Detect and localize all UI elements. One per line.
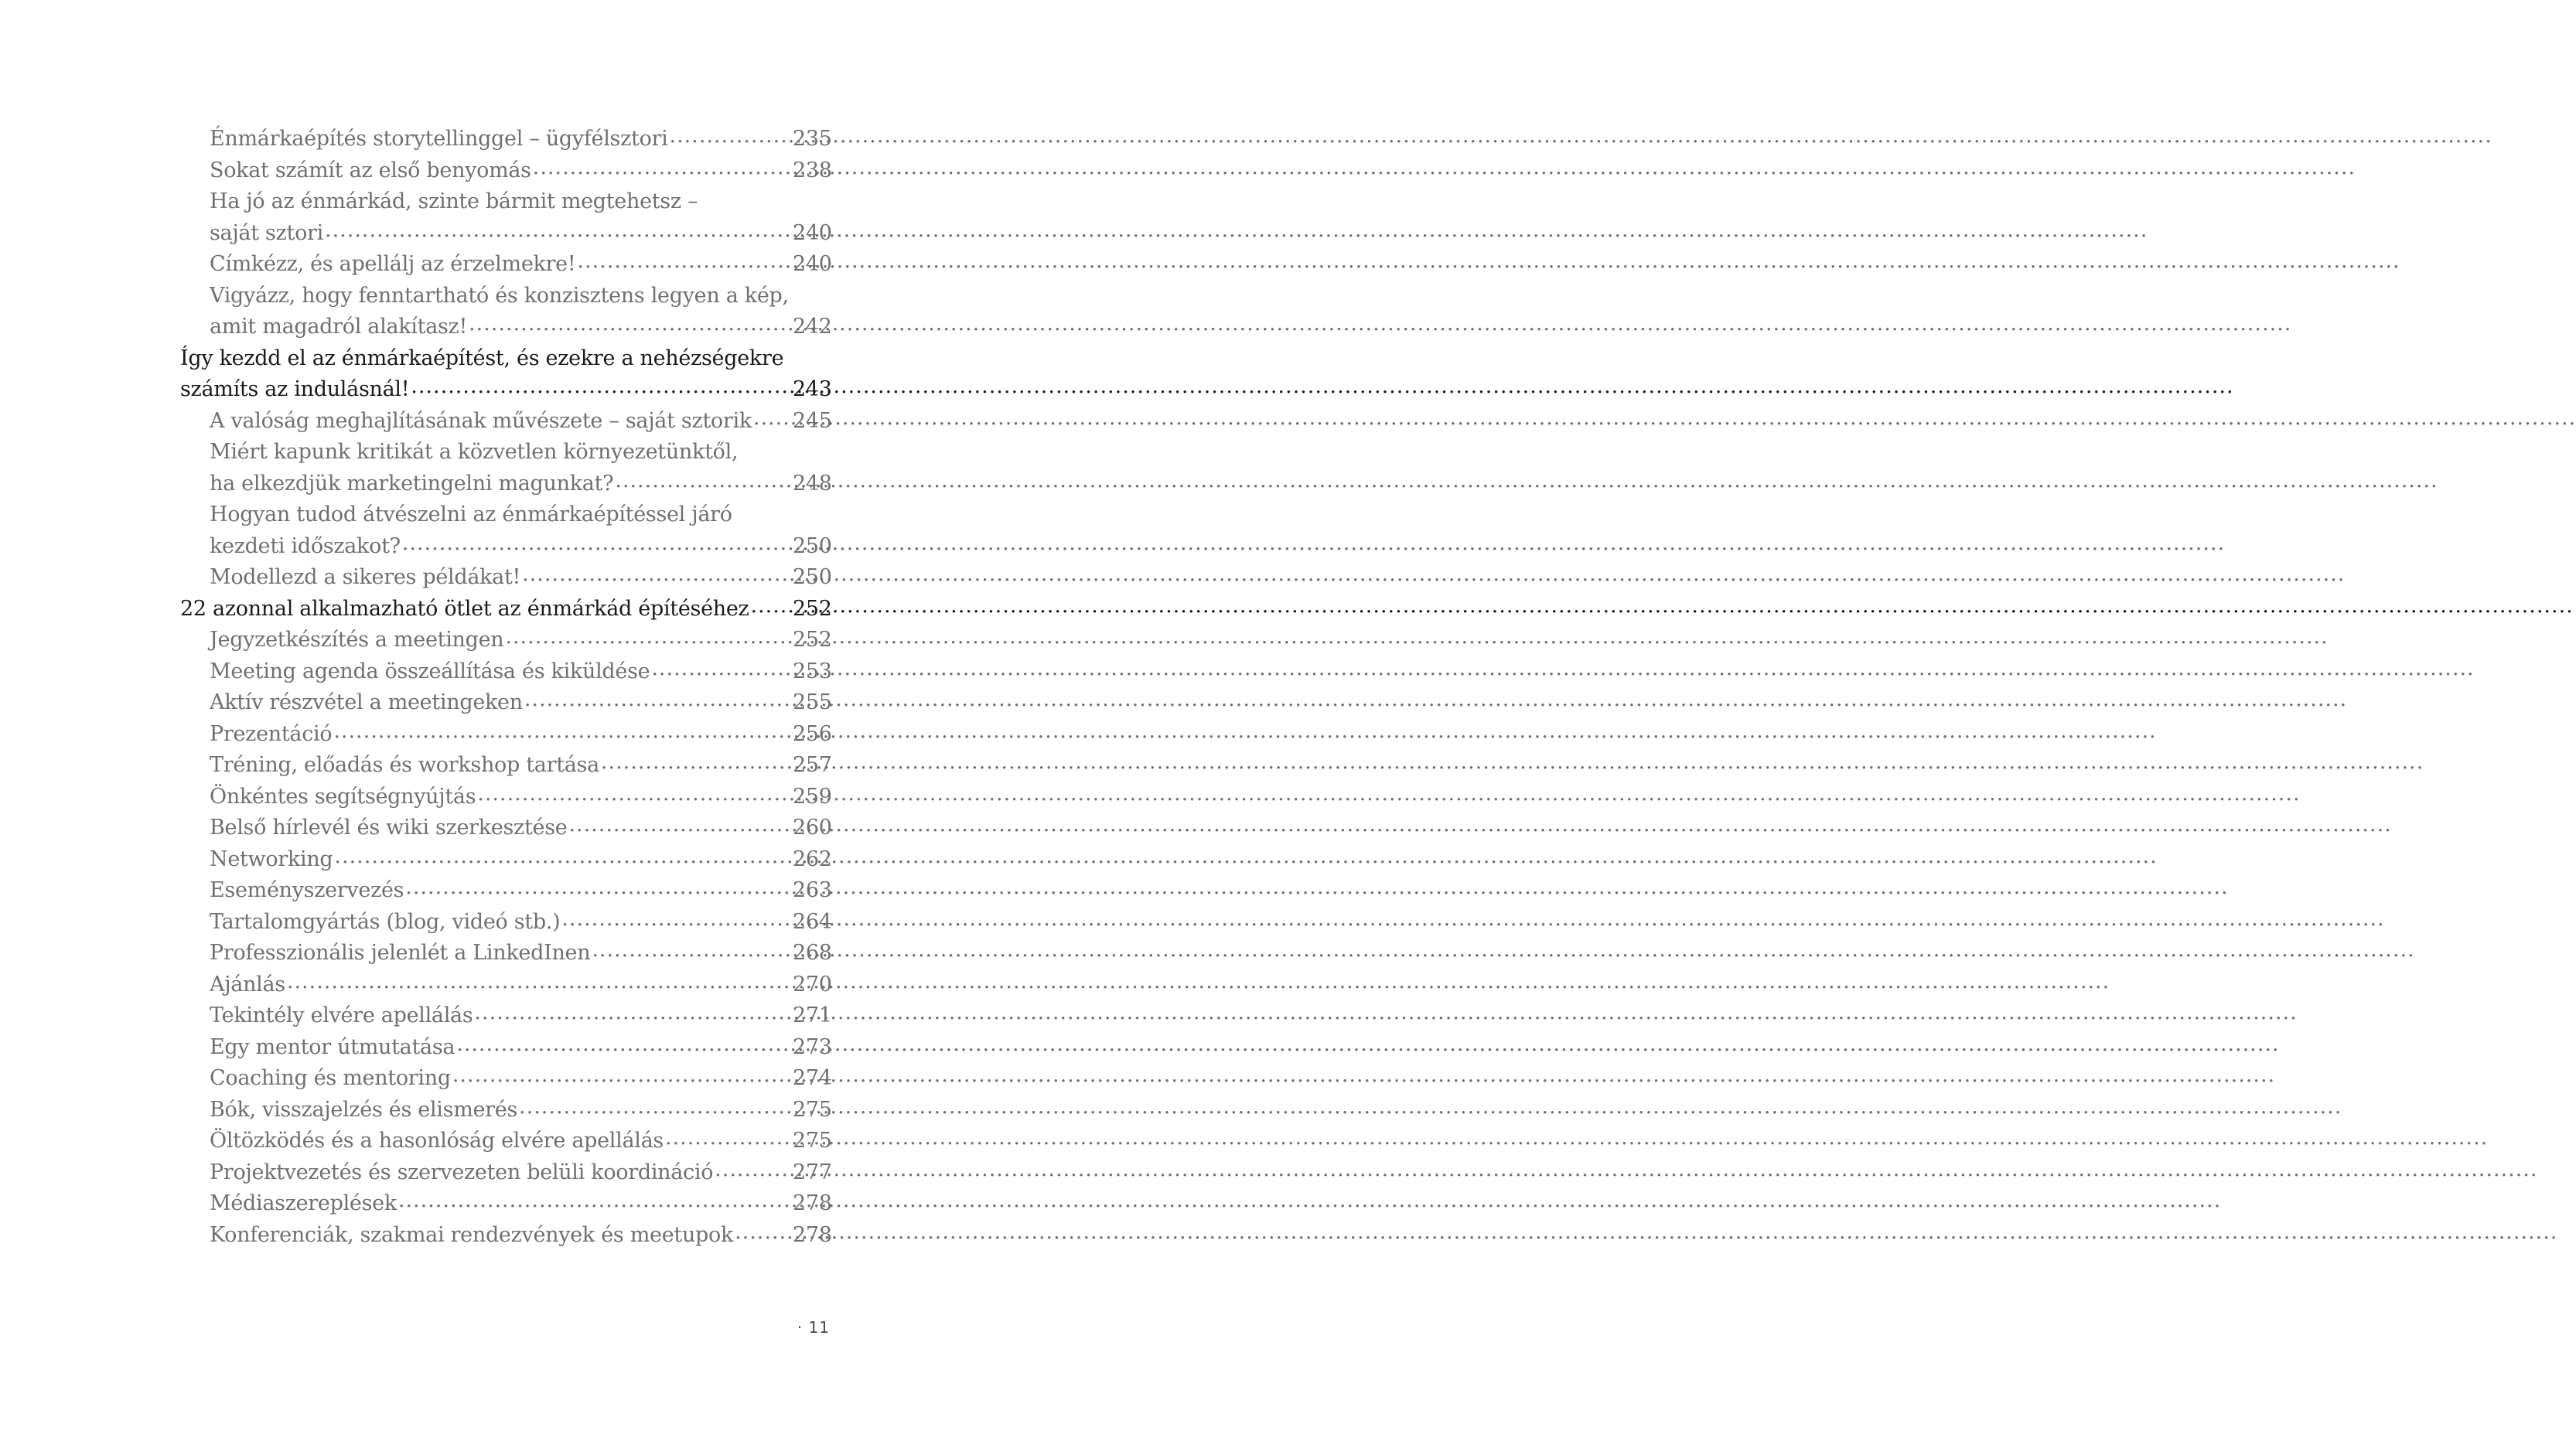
toc-entry-title: számíts az indulásnál! xyxy=(180,377,410,401)
toc-entry xyxy=(180,907,830,939)
toc-entry-title: Tartalomgyártás (blog, videó stb.) xyxy=(210,909,561,934)
toc-entry xyxy=(180,938,830,969)
toc-entry-page-number: 243 xyxy=(793,377,832,401)
toc-entry-title: Meeting agenda összeállítása és kiküldése xyxy=(210,659,650,683)
toc-entry-page-number: 252 xyxy=(793,596,832,621)
dot-leader xyxy=(601,747,790,779)
toc-entry-page-number: 248 xyxy=(793,471,832,496)
toc-entry-page-number: 262 xyxy=(793,847,832,871)
dot-leader xyxy=(735,1217,790,1249)
toc-entry-title: Networking xyxy=(210,847,333,871)
toc-entry-title: 22 azonnal alkalmazható ötlet az énmárkád építéséhez xyxy=(180,596,749,621)
toc-entry-page-number: 235 xyxy=(793,127,832,151)
toc-entry-page-number: 260 xyxy=(793,816,832,840)
toc-entry-page-number: 268 xyxy=(793,941,832,965)
dot-leader xyxy=(750,591,790,622)
dot-leader xyxy=(411,371,790,403)
toc-entry-title: Médiaszereplések xyxy=(210,1191,397,1215)
toc-entry-page-number: 277 xyxy=(793,1160,832,1184)
toc-entry-page-number: 250 xyxy=(793,533,832,558)
toc-entry-title: Tréning, előadás és workshop tartása xyxy=(210,753,599,777)
dot-leader xyxy=(325,215,790,247)
toc-entry-page-number: 275 xyxy=(793,1129,832,1153)
toc-entry xyxy=(180,687,830,719)
toc-entry-page-number: 278 xyxy=(793,1191,832,1215)
dot-leader xyxy=(669,121,790,152)
toc-entry-title: Jegyzetkészítés a meetingen xyxy=(210,628,504,652)
toc-entry-title: Hogyan tudod átvészelni az énmárkaépítéssel járó xyxy=(210,503,732,526)
toc-entry xyxy=(180,437,830,468)
toc-entry-title: saját sztori xyxy=(210,220,323,245)
dot-leader xyxy=(753,403,790,434)
dot-leader xyxy=(651,653,790,685)
toc-entry xyxy=(180,124,830,155)
toc-entry-title: Aktív részvétel a meetingeken xyxy=(210,690,523,714)
toc-entry xyxy=(180,782,830,813)
toc-entry-title: kezdeti időszakot? xyxy=(210,533,401,558)
table-of-contents xyxy=(180,124,830,1251)
dot-leader xyxy=(615,465,790,497)
book-page xyxy=(0,0,974,1431)
toc-entry xyxy=(180,312,830,343)
toc-entry-page-number: 257 xyxy=(793,753,832,777)
toc-entry xyxy=(180,218,830,250)
toc-entry-title: A valóság meghajlításának művészete – saját sztorik xyxy=(210,408,752,433)
dot-leader xyxy=(452,1060,790,1092)
toc-entry-title: Vigyázz, hogy fenntartható és konzisztens legyen a kép, xyxy=(210,283,789,308)
dot-leader xyxy=(522,559,790,591)
toc-entry-page-number: 256 xyxy=(793,721,832,746)
dot-leader xyxy=(405,872,790,904)
toc-entry-title: Címkézz, és apellálj az érzelmekre! xyxy=(210,252,576,276)
dot-leader xyxy=(577,246,790,278)
dot-leader xyxy=(519,1092,790,1123)
toc-entry-page-number: 240 xyxy=(793,252,832,276)
dot-leader xyxy=(715,1154,790,1186)
toc-entry-page-number: 278 xyxy=(793,1222,832,1247)
toc-entry-page-number: 271 xyxy=(793,1003,832,1027)
dot-leader xyxy=(592,935,790,966)
toc-entry xyxy=(180,594,830,625)
toc-entry-title: Projektvezetés és szervezeten belüli koordináció xyxy=(210,1160,714,1184)
toc-entry xyxy=(180,1188,830,1220)
toc-entry-title: Coaching és mentoring xyxy=(210,1066,451,1090)
toc-entry-title: Ha jó az énmárkád, szinte bármit megtehetsz – xyxy=(210,189,698,213)
toc-entry xyxy=(180,1000,830,1032)
toc-entry-title: Konferenciák, szakmai rendezvények és meetupok xyxy=(210,1222,734,1247)
dot-leader xyxy=(334,841,790,873)
toc-entry xyxy=(180,343,830,375)
toc-entry-title: Professzionális jelenlét a LinkedInen xyxy=(210,941,591,965)
toc-entry xyxy=(180,750,830,782)
toc-entry xyxy=(180,249,830,281)
toc-entry-page-number: 245 xyxy=(793,408,832,433)
toc-entry-page-number: 275 xyxy=(793,1097,832,1122)
toc-entry xyxy=(180,499,830,531)
dot-leader xyxy=(533,152,790,184)
toc-entry xyxy=(180,1220,830,1252)
toc-entry xyxy=(180,562,830,594)
toc-entry-page-number: 242 xyxy=(793,315,832,339)
dot-leader xyxy=(665,1123,790,1154)
toc-entry-page-number: 273 xyxy=(793,1034,832,1059)
toc-entry xyxy=(180,1063,830,1095)
toc-entry xyxy=(180,1032,830,1064)
dot-leader xyxy=(505,622,790,653)
toc-entry-page-number: 240 xyxy=(793,220,832,245)
toc-entry xyxy=(180,281,830,312)
toc-entry xyxy=(180,656,830,688)
toc-entry-title: Önkéntes segítségnyújtás xyxy=(210,784,476,809)
toc-entry xyxy=(180,625,830,656)
toc-entry xyxy=(180,969,830,1001)
toc-entry xyxy=(180,1126,830,1157)
toc-entry-page-number: 238 xyxy=(793,158,832,182)
dot-leader xyxy=(474,997,790,1029)
dot-leader xyxy=(456,1029,790,1061)
toc-entry-page-number: 252 xyxy=(793,628,832,652)
toc-entry-title: ha elkezdjük marketingelni magunkat? xyxy=(210,471,614,496)
toc-entry-title: amit magadról alakítasz! xyxy=(210,315,468,339)
toc-entry xyxy=(180,844,830,876)
toc-entry-title: Bók, visszajelzés és elismerés xyxy=(210,1097,518,1122)
toc-entry xyxy=(180,531,830,563)
toc-entry-page-number: 250 xyxy=(793,565,832,589)
toc-entry xyxy=(180,1157,830,1189)
toc-entry-title: Miért kapunk kritikát a közvetlen környezetünktől, xyxy=(210,440,739,464)
toc-entry xyxy=(180,155,830,187)
dot-leader xyxy=(333,716,790,748)
toc-entry xyxy=(180,406,830,438)
dot-leader xyxy=(568,809,790,841)
toc-entry-page-number: 253 xyxy=(793,659,832,683)
toc-entry xyxy=(180,719,830,751)
toc-entry-title: Énmárkaépítés storytellinggel – ügyfélsztori xyxy=(210,127,668,151)
toc-entry-title: Belső hírlevél és wiki szerkesztése xyxy=(210,816,568,840)
toc-entry xyxy=(180,813,830,844)
dot-leader xyxy=(561,904,790,935)
toc-entry-title: Prezentáció xyxy=(210,721,333,746)
toc-entry-page-number: 264 xyxy=(793,909,832,934)
toc-entry-title: Eseményszervezés xyxy=(210,878,404,902)
toc-entry xyxy=(180,875,830,907)
toc-entry xyxy=(180,468,830,500)
toc-entry xyxy=(180,1095,830,1126)
toc-entry-page-number: 255 xyxy=(793,690,832,714)
toc-entry xyxy=(180,374,830,406)
toc-entry-title: Így kezdd el az énmárkaépítést, és ezekre a nehézségekre xyxy=(180,346,784,370)
toc-entry-page-number: 259 xyxy=(793,784,832,809)
page-number-footer: · 11 xyxy=(797,1318,830,1337)
toc-entry-title: Öltözködés és a hasonlóság elvére apellálás xyxy=(210,1129,664,1153)
dot-leader xyxy=(287,966,790,998)
toc-entry-page-number: 274 xyxy=(793,1066,832,1090)
toc-entry-title: Egy mentor útmutatása xyxy=(210,1034,455,1059)
dot-leader xyxy=(398,1185,790,1217)
dot-leader xyxy=(477,779,790,810)
toc-entry-title: Sokat számít az első benyomás xyxy=(210,158,531,182)
toc-entry-page-number: 263 xyxy=(793,878,832,902)
dot-leader xyxy=(402,528,790,560)
dot-leader xyxy=(524,684,790,716)
toc-entry xyxy=(180,186,830,218)
toc-entry-title: Modellezd a sikeres példákat! xyxy=(210,565,521,589)
toc-entry-page-number: 270 xyxy=(793,972,832,997)
toc-entry-title: Tekintély elvére apellálás xyxy=(210,1003,473,1027)
toc-entry-title: Ajánlás xyxy=(210,972,285,997)
dot-leader xyxy=(469,308,790,340)
